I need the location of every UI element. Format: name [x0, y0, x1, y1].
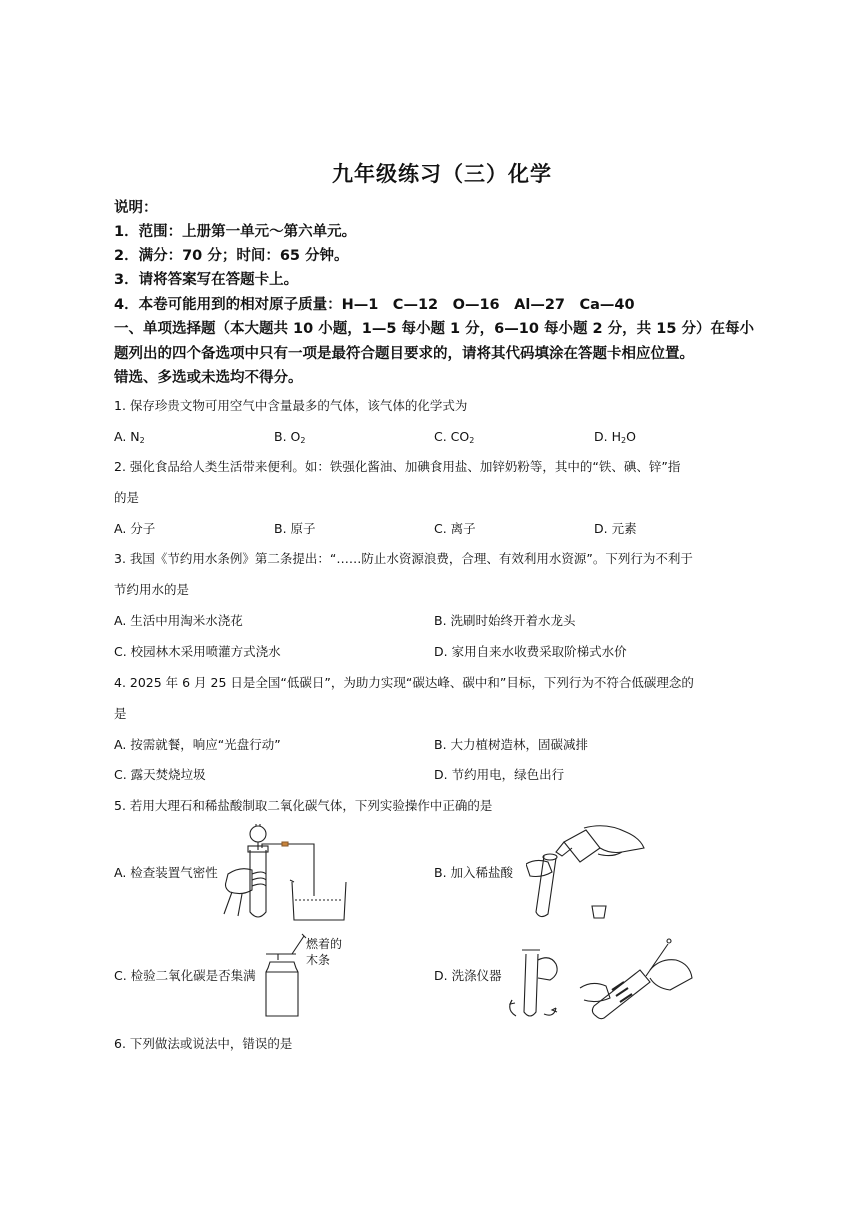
q4-option-c: C. 露天焚烧垃圾	[114, 767, 206, 782]
q1-option-a: A. $N_2$	[114, 429, 145, 445]
q1-option-c: C. $CO_2$	[434, 429, 475, 445]
question-2-stem-cont: 的是	[114, 490, 140, 505]
q5-option-d: D. 洗涤仪器	[434, 968, 502, 983]
q4-option-a: A. 按需就餐，响应“光盘行动”	[114, 737, 281, 752]
q1-option-b: B. $O_2$	[274, 429, 306, 445]
question-1-stem: 1. 保存珍贵文物可用空气中含量最多的气体，该气体的化学式为	[114, 398, 468, 413]
notes-heading: 说明：	[114, 200, 158, 216]
q1-option-d: D. $H_2O$	[594, 429, 636, 445]
note-item: 1．范围：上册第一单元～第六单元。	[114, 224, 357, 240]
q2-option-c: C. 离子	[434, 521, 476, 536]
question-2-stem: 2. 强化食品给人类生活带来便利。如：铁强化酱油、加碘食用盐、加锌奶粉等，其中的“铁、碘、锌”指	[114, 459, 681, 474]
section-heading-line: 一、单项选择题（本大题共 10 小题，1—5 每小题 1 分，6—10 每小题 2 分，共 15 分）在每小	[114, 321, 754, 337]
q2-option-a: A. 分子	[114, 521, 156, 536]
question-5-stem: 5. 若用大理石和稀盐酸制取二氧化碳气体，下列实验操作中正确的是	[114, 798, 493, 813]
question-4-stem: 4. 2025 年 6 月 25 日是全国“低碳日”，为助力实现“碳达峰、碳中和”目标，下列行为不符合低碳理念的	[114, 675, 694, 690]
question-3-stem-cont: 节约用水的是	[114, 582, 190, 597]
section-heading-line: 错选、多选或未选均不得分。	[114, 370, 303, 386]
note-item: 4．本卷可能用到的相对原子质量：H—1 C—12 O—16 Al—27 Ca—40	[114, 297, 635, 313]
q4-option-d: D. 节约用电，绿色出行	[434, 767, 565, 782]
q5-option-a: A. 检查装置气密性	[114, 865, 218, 880]
figure-airtightness-check	[222, 824, 352, 924]
question-4-stem-cont: 是	[114, 706, 127, 721]
q2-option-d: D. 元素	[594, 521, 637, 536]
splint-label-line1: 燃着的	[306, 937, 343, 951]
q3-option-d: D. 家用自来水收费采取阶梯式水价	[434, 644, 627, 659]
figure-wash-instruments	[500, 930, 696, 1026]
figure-add-acid	[526, 824, 656, 924]
section-heading-line: 题列出的四个备选项中只有一项是最符合题目要求的，请将其代码填涂在答题卡相应位置。	[114, 346, 694, 362]
q3-option-c: C. 校园林木采用喷灌方式浇水	[114, 644, 281, 659]
q3-option-a: A. 生活中用淘米水浇花	[114, 613, 243, 628]
splint-label-line2: 木条	[306, 953, 331, 967]
page-title: 九年级练习（三）化学	[332, 162, 552, 186]
question-6-stem: 6. 下列做法或说法中，错误的是	[114, 1036, 293, 1051]
note-item: 3．请将答案写在答题卡上。	[114, 272, 299, 288]
q2-option-b: B. 原子	[274, 521, 316, 536]
question-3-stem: 3. 我国《节约用水条例》第二条提出：“……防止水资源浪费，合理、有效利用水资源”。下列行为不利于	[114, 551, 693, 566]
note-item: 2．满分：70 分；时间：65 分钟。	[114, 248, 349, 264]
q4-option-b: B. 大力植树造林，固碳减排	[434, 737, 589, 752]
q3-option-b: B. 洗刷时始终开着水龙头	[434, 613, 576, 628]
q5-option-c: C. 检验二氧化碳是否集满	[114, 968, 256, 983]
q5-option-b: B. 加入稀盐酸	[434, 865, 514, 880]
